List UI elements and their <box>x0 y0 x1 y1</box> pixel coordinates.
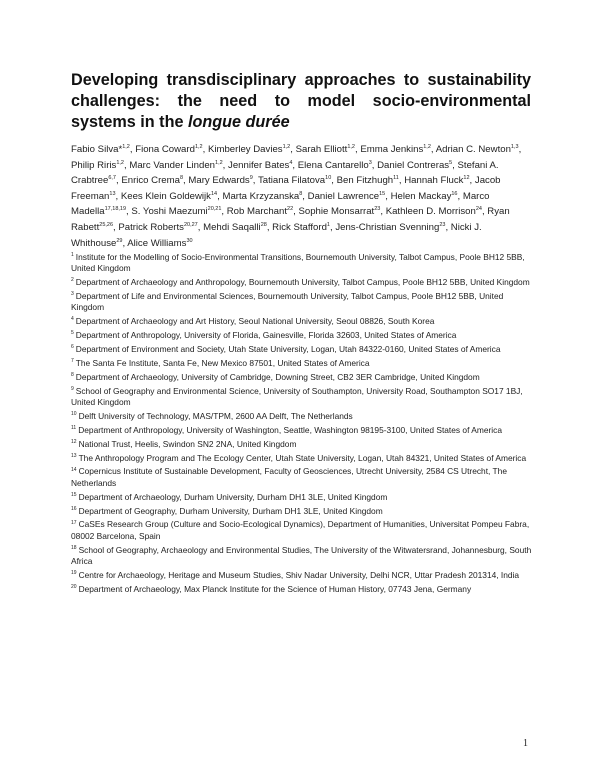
affiliation-item <box>71 570 533 581</box>
author-affiliation-ref: 24 <box>475 206 482 213</box>
author-name: Daniel Contreras <box>377 159 450 171</box>
affiliation-number: 7 <box>71 358 74 365</box>
affiliation-text: Department of Archaeology and Anthropology, Bournemouth University, Talbot Campus, Poole BH12 5BB, United Kingdom <box>75 277 530 288</box>
author-affiliation-ref: 11 <box>393 175 399 181</box>
author-affiliation-ref: 25,26 <box>99 221 114 228</box>
author-name: Jens-Christian Svenning <box>335 221 440 233</box>
paper-title-emphasis: longue durée <box>187 113 290 131</box>
affiliation-text: Department of Life and Environmental Sciences, Bournemouth University, Talbot Campus, Poole BH12 5BB, United Kingdom <box>71 291 504 313</box>
affiliation-number: 6 <box>71 344 74 351</box>
affiliation-text: Department of Archaeology, University of Cambridge, Downing Street, CB2 3ER Cambridge, United Kingdom <box>75 371 480 382</box>
affiliation-list <box>71 252 533 598</box>
affiliation-text: The Santa Fe Institute, Santa Fe, New Mexico 87501, United States of America <box>75 357 370 368</box>
author-name: Nicki J. Whithouse <box>71 221 482 249</box>
affiliation-item <box>71 492 533 503</box>
author-name: Ben Fitzhugh <box>336 175 394 187</box>
affiliation-text: Department of Anthropology, University of Washington, Seattle, Washington 98195-3100, United States of America <box>78 424 502 435</box>
affiliation-item <box>71 506 533 517</box>
author-list: Fabio Silva*$^{1,2}$, Fiona Coward$^{1,2}$, Kimberley Davies$^{1,2}$, Sarah Elliott$^{1,2}$, Emma Jenkins$^{1,2}$, Adrian C. Newton$^{1,3}$, Philip Riris$^{1,2}$, Marc Vander Linden$^{1,2}$, Jennifer Bates$^4$, Elena Cantarello$^3$, Daniel Contreras$^5$, Stefani A. Crabtree$^{6,7}$, Enrico Crema$^8$, Mary Edwards$^9$, Tatiana Filatova$^{10}$, Ben Fitzhugh$^{11}$, Hannah Fluck$^{12}$, Jacob Freeman$^{13}$, Kees Klein Goldewijk$^{14}$, Marta Krzyzanska$^8$, Daniel Lawrence$^{15}$, Helen Mackay$^{16}$, Marco Madella$^{17,18,19}$, S. Yoshi Maezumi$^{20,21}$, Rob Marchant$^{22}$, Sophie Monsarrat$^{23}$, Kathleen D. Morrison$^{24}$, Ryan Rabett$^{25,26}$, Patrick Roberts$^{20,27}$, Mehdi Saqalli$^{28}$, Rick Stafford$^1$, Jens-Christian Svenning$^{23}$, Nicki J. Whithouse$^{29}$, Alice Williams$^{30}$ <box>71 143 522 249</box>
affiliation-number: 13 <box>71 452 77 459</box>
affiliation-item <box>71 425 533 436</box>
author-affiliation-ref: 1,2 <box>122 143 130 150</box>
author-name: Patrick Roberts <box>118 221 184 233</box>
affiliation-item <box>71 439 533 450</box>
author-name: Tatiana Filatova <box>257 175 326 187</box>
author-name: Alice Williams <box>127 237 187 249</box>
affiliation-item <box>71 344 533 355</box>
author-affiliation-ref: 23 <box>374 206 381 213</box>
author-affiliation-ref: 1,2 <box>423 143 431 150</box>
affiliation-number: 20 <box>71 583 77 590</box>
author-name: Jacob Freeman <box>71 175 501 202</box>
affiliation-number: 18 <box>71 544 77 551</box>
affiliation-text: Department of Environment and Society, Utah State University, Logan, Utah 84322-0160, United States of America <box>75 344 501 355</box>
author-affiliation-ref: 28 <box>260 221 267 228</box>
author-affiliation-ref: 3 <box>368 159 372 166</box>
affiliation-number: 11 <box>71 425 77 431</box>
affiliation-number: 1 <box>71 252 74 259</box>
author-name: Fiona Coward <box>135 144 195 155</box>
author-name: Helen Mackay <box>390 190 452 202</box>
author-name: Hannah Fluck <box>404 175 464 187</box>
author-name: Adrian C. Newton <box>435 144 511 155</box>
affiliation-item <box>71 277 533 288</box>
affiliation-item <box>71 453 533 464</box>
author-name: Rob Marchant <box>226 206 288 218</box>
affiliation-text: CaSEs Research Group (Culture and Socio-Ecological Dynamics), Department of Humanities, Universitat Pompeu Fabra, 08002 Barcelona, Spain <box>71 519 530 541</box>
affiliation-item <box>71 519 533 542</box>
affiliation-item <box>71 358 533 369</box>
affiliation-number: 9 <box>71 385 74 392</box>
author-name: Sophie Monsarrat <box>298 206 375 218</box>
author-affiliation-ref: 14 <box>210 190 218 197</box>
author-affiliation-ref: 9 <box>249 175 253 181</box>
author-affiliation-ref: 10 <box>325 175 332 181</box>
affiliation-item <box>71 291 533 314</box>
author-affiliation-ref: 29 <box>116 237 123 244</box>
affiliation-text: The Anthropology Program and The Ecology Center, Utah State University, Logan, Utah 84321, United States of America <box>78 452 527 463</box>
affiliation-item <box>71 252 533 275</box>
author-affiliation-ref: 13 <box>109 190 116 197</box>
affiliation-item <box>71 411 533 422</box>
author-affiliation-ref: 4 <box>289 159 293 166</box>
author-affiliation-ref: 12 <box>463 175 470 181</box>
author-name: Sarah Elliott <box>295 144 348 155</box>
author-affiliation-ref: 5 <box>449 159 453 166</box>
affiliation-text: Delft University of Technology, MAS/TPM, 2600 AA Delft, The Netherlands <box>78 410 353 421</box>
author-name: Enrico Crema <box>121 175 180 187</box>
author-name: Kimberley Davies <box>207 144 283 155</box>
affiliation-number: 4 <box>71 316 74 323</box>
affiliation-number: 14 <box>71 466 77 473</box>
affiliation-text: Department of Anthropology, University of Florida, Gainesville, Florida 32603, United States of America <box>75 330 457 341</box>
author-name: Jennifer Bates <box>228 159 290 171</box>
author-name: Philip Riris <box>71 159 117 171</box>
author-affiliation-ref: 15 <box>379 190 386 197</box>
author-name: Rick Stafford <box>272 221 327 233</box>
author-affiliation-ref: 8 <box>299 190 303 197</box>
affiliation-text: School of Geography and Environmental Science, University of Southampton, University Road, Southampton SO17 1BJ, United Kingdom <box>71 385 523 408</box>
affiliation-text: Department of Archaeology, Max Planck Institute for the Science of Human History, 07743 Jena, Germany <box>78 583 472 594</box>
affiliation-number: 3 <box>71 291 74 298</box>
author-name: Marta Krzyzanska <box>222 190 300 202</box>
author-name: Kees Klein Goldewijk <box>120 190 211 202</box>
affiliation-number: 2 <box>71 277 74 284</box>
author-affiliation-ref: 20,21 <box>207 206 222 213</box>
affiliation-number: 15 <box>71 491 77 498</box>
author-affiliation-ref: 17,18,19 <box>104 206 127 213</box>
affiliation-text: Copernicus Institute of Sustainable Development, Faculty of Geosciences, Utrecht University, 2584 CS Utrecht, The Netherlands <box>71 466 507 488</box>
author-affiliation-ref: 16 <box>451 190 458 197</box>
author-name: Marco Madella <box>71 190 490 218</box>
author-affiliation-ref: 22 <box>287 206 294 213</box>
affiliation-text: National Trust, Heelis, Swindon SN2 2NA, United Kingdom <box>78 438 297 449</box>
affiliation-item <box>71 386 533 409</box>
author-name: Ryan Rabett <box>71 206 510 233</box>
author-affiliation-ref: 1,2 <box>215 159 223 166</box>
author-affiliation-ref: 8 <box>179 175 184 181</box>
author-affiliation-ref: 1,2 <box>347 143 355 150</box>
author-name: Mary Edwards <box>188 175 250 187</box>
affiliation-number: 19 <box>71 570 77 577</box>
author-name: Fabio Silva <box>71 144 119 155</box>
affiliation-number: 5 <box>71 330 74 337</box>
author-name: S. Yoshi Maezumi <box>131 206 208 218</box>
author-name: Mehdi Saqalli <box>203 221 261 233</box>
affiliation-number: 17 <box>71 519 77 526</box>
author-name: Daniel Lawrence <box>307 190 380 202</box>
affiliation-text: Department of Geography, Durham University, Durham DH1 3LE, United Kingdom <box>78 505 383 516</box>
author-name: Marc Vander Linden <box>129 159 216 171</box>
author-name: Emma Jenkins <box>360 144 424 155</box>
author-affiliation-ref: 1,2 <box>194 143 203 150</box>
affiliation-item <box>71 316 533 327</box>
affiliation-number: 8 <box>71 372 74 379</box>
paper-title <box>71 70 531 133</box>
paper-title-main: Developing transdisciplinary approaches to sustainability challenges: the need to model socio-environmental systems in the <box>71 71 531 131</box>
author-affiliation-ref: 1 <box>326 221 330 228</box>
author-name: Kathleen D. Morrison <box>385 206 476 218</box>
affiliation-text: Department of Archaeology and Art History, Seoul National University, Seoul 08826, South Korea <box>75 316 435 327</box>
author-affiliation-ref: 1,2 <box>282 143 291 150</box>
author-affiliation-ref: 1,3 <box>510 143 519 150</box>
affiliation-text: Centre for Archaeology, Heritage and Museum Studies, Shiv Nadar University, Delhi NCR, Uttar Pradesh 201314, India <box>78 569 520 580</box>
author-affiliation-ref: 20,27 <box>183 221 198 228</box>
page-number: 1 <box>523 738 528 749</box>
affiliation-item <box>71 330 533 341</box>
affiliation-number: 12 <box>71 438 77 445</box>
affiliation-item <box>71 372 533 383</box>
author-name: Stefani A. Crabtree <box>71 159 499 187</box>
affiliation-item <box>71 466 533 489</box>
author-affiliation-ref: 23 <box>439 221 446 228</box>
author-affiliation-ref: 1,2 <box>116 159 124 166</box>
author-name: Elena Cantarello <box>297 159 369 171</box>
affiliation-number: 10 <box>71 411 77 418</box>
affiliation-item <box>71 584 533 595</box>
affiliation-text: Institute for the Modelling of Socio-Environmental Transitions, Bournemouth University, Talbot Campus, Poole BH12 5BB, United Kingdom <box>71 252 525 274</box>
author-affiliation-ref: 30 <box>186 237 193 244</box>
affiliation-text: Department of Archaeology, Durham University, Durham DH1 3LE, United Kingdom <box>78 491 388 502</box>
affiliation-number: 16 <box>71 505 77 512</box>
corresponding-author-marker: * <box>118 144 123 155</box>
affiliation-item <box>71 545 533 568</box>
affiliation-text: School of Geography, Archaeology and Environmental Studies, The University of the Witwatersrand, Johannesburg, South Africa <box>71 544 532 566</box>
author-affiliation-ref: 6,7 <box>108 175 116 181</box>
